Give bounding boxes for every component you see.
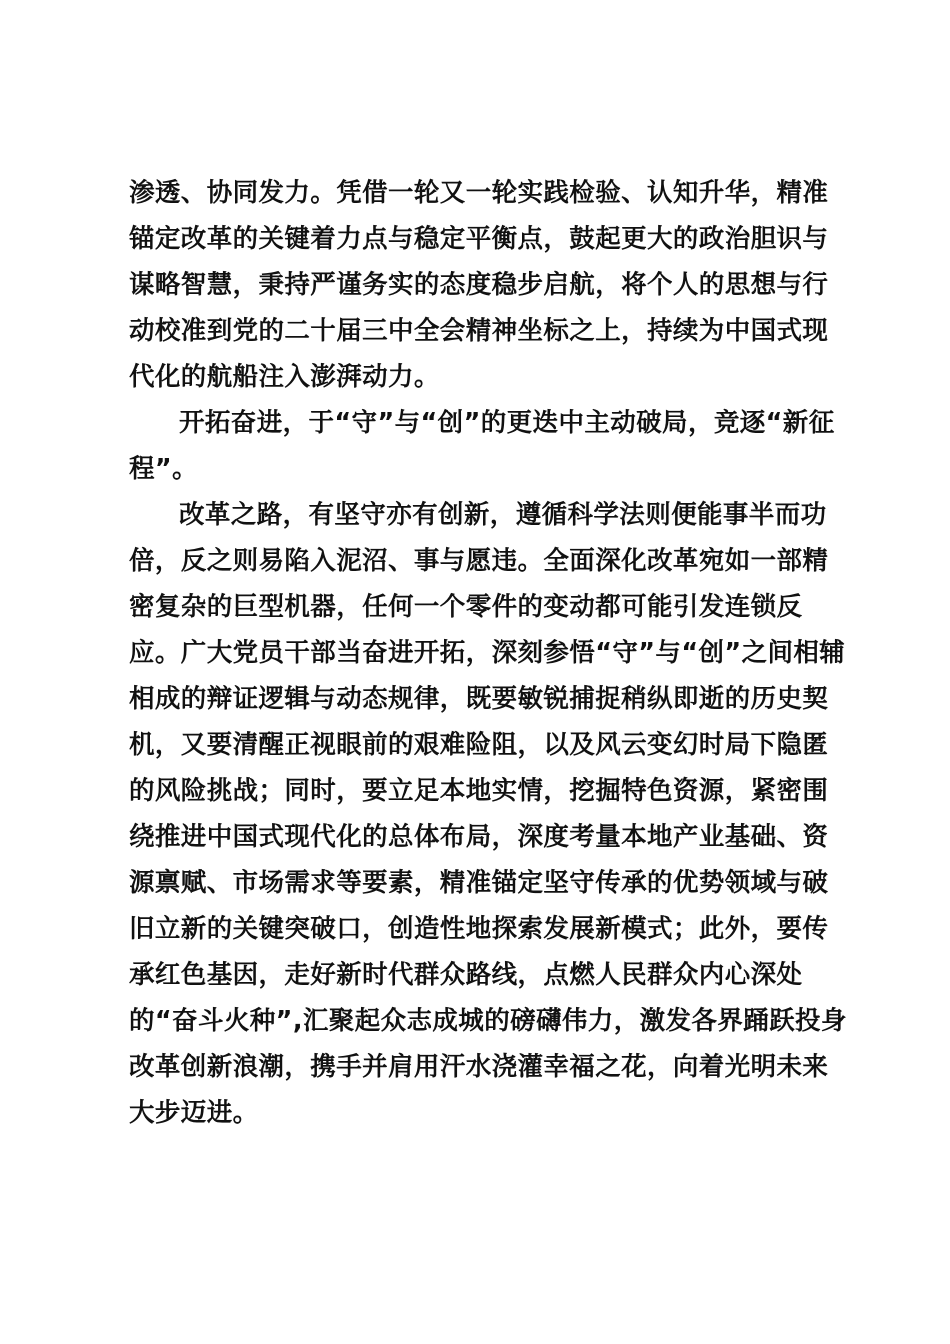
text-line: 改革创新浪潮，携手并肩用汗水浇灌幸福之花，向着光明未来: [129, 1052, 829, 1082]
paragraph-3: [129, 492, 847, 1136]
text-line: 应。广大党员干部当奋进开拓，深刻参悟“守”与“创”之间相辅: [129, 638, 846, 668]
text-line: 程”。: [129, 454, 198, 484]
text-line: 绕推进中国式现代化的总体布局，深度考量本地产业基础、资: [129, 822, 829, 852]
text-line: 锚定改革的关键着力点与稳定平衡点，鼓起更大的政治胆识与: [129, 224, 829, 254]
text-line: 谋略智慧，秉持严谨务实的态度稳步启航，将个人的思想与行: [129, 270, 829, 300]
text-line: 相成的辩证逻辑与动态规律，既要敏锐捕捉稍纵即逝的历史契: [129, 684, 829, 714]
text-line: 的风险挑战；同时，要立足本地实情，挖掘特色资源，紧密围: [129, 776, 829, 806]
text-line: 改革之路，有坚守亦有创新，遵循科学法则便能事半而功: [179, 500, 827, 530]
text-line: 机，又要清醒正视眼前的艰难险阻，以及风云变幻时局下隐匿: [129, 730, 829, 760]
text-line: 大步迈进。: [129, 1098, 259, 1128]
text-line: 源禀赋、市场需求等要素，精准锚定坚守传承的优势领域与破: [129, 868, 829, 898]
text-line: 开拓奋进，于“守”与“创”的更迭中主动破局，竞逐“新征: [179, 408, 835, 438]
text-line: 动校准到党的二十届三中全会精神坐标之上，持续为中国式现: [129, 316, 829, 346]
text-line: 倍，反之则易陷入泥沼、事与愿违。全面深化改革宛如一部精: [129, 546, 829, 576]
text-line: 代化的航船注入澎湃动力。: [129, 362, 440, 392]
text-line: 承红色基因，走好新时代群众路线，点燃人民群众内心深处: [129, 960, 803, 990]
text-line: 的“奋斗火种”,汇聚起众志成城的磅礴伟力，激发各界踊跃投身: [129, 1006, 847, 1036]
paragraph-2: [129, 400, 835, 492]
paragraph-1: [129, 170, 829, 400]
text-line: 渗透、协同发力。凭借一轮又一轮实践检验、认知升华，精准: [129, 178, 829, 208]
text-line: 密复杂的巨型机器，任何一个零件的变动都可能引发连锁反: [129, 592, 803, 622]
text-line: 旧立新的关键突破口，创造性地探索发展新模式；此外，要传: [129, 914, 829, 944]
document-body: [129, 170, 847, 1136]
